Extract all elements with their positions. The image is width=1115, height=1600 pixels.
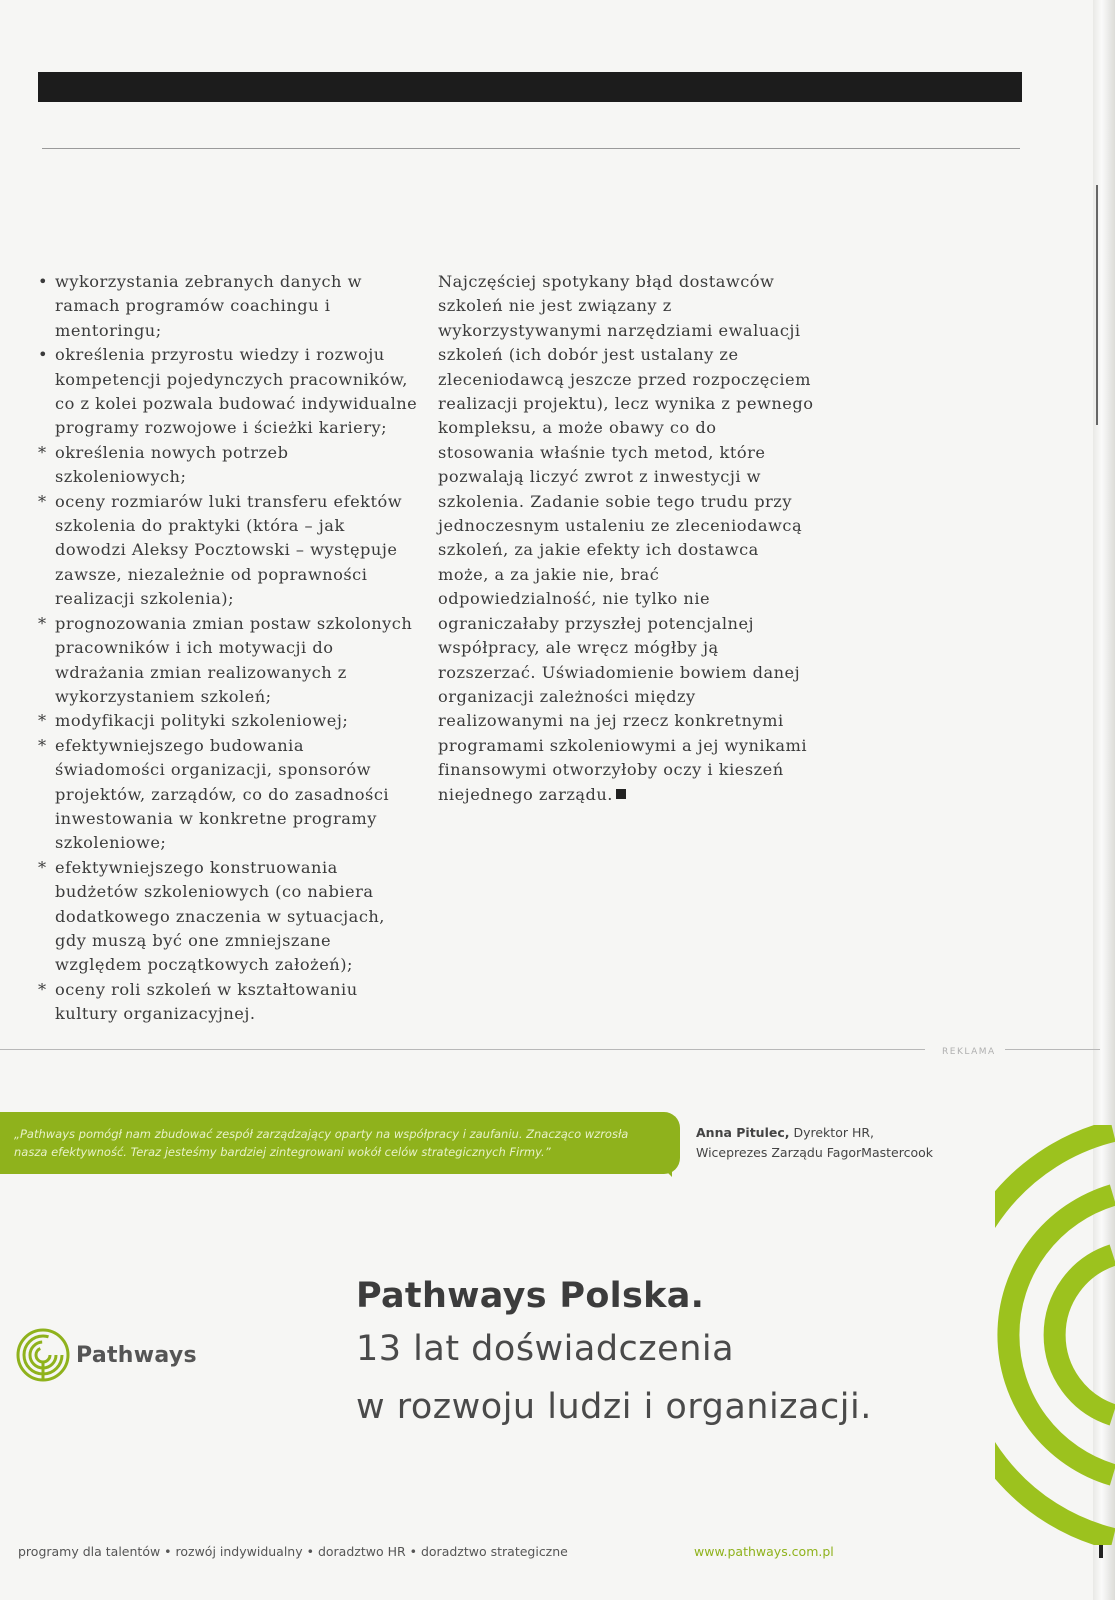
article-paragraph-text: Najczęściej spotykany błąd dostawców szkoleń nie jest związany z wykorzystywanymi narzędziami ewaluacji szkoleń (ich dobór jest ustalany ze zleceniodawcą jeszcze przed rozpoczęciem realizacji projektu), lecz wynika z pewnego kompleksu, a może obawy co do stosowania właśnie tych metod, które pozwalają liczyć zwrot z inwestycji w szkolenia. Zadanie sobie tego trudu przy jednoczesnym ustaleniu ze zleceniodawcą szkoleń, za jakie efekty ich dostawca może, a za jakie nie, brać odpowiedzialność, nie tylko nie ograniczałaby przyszłej potencjalnej współpracy, ale wręcz mógłby ją rozszerzać. Uświadomienie bowiem danej organizacji zależności między realizowanymi na jej rzecz konkretnymi programami szkoleniowymi a jej wynikami finansowymi otworzyłoby oczy i kieszeń niejednego zarządu. [438,272,814,804]
bullet-item [38,734,418,856]
bullet-item [38,612,418,710]
ad-website-link[interactable]: www.pathways.com.pl [694,1544,834,1559]
ad-headline [356,1272,872,1436]
quote-bubble-tail [660,1165,672,1177]
bullet-text: oceny roli szkoleń w kształtowaniu kultury organizacyjnej. [55,979,358,1024]
bullet-text: efektywniejszego budowania świadomości organizacji, sponsorów projektów, zarządów, co do zasadności inwestowania w konkretne programy szkoleniowe; [55,735,390,853]
bullet-marker: * [38,442,47,462]
bullet-list [38,270,418,1027]
bullet-marker: * [38,979,47,999]
bullet-marker: * [38,613,47,633]
bullet-item [38,343,418,441]
bullet-item [38,709,418,733]
testimonial-author [696,1123,933,1163]
bullet-item [38,441,418,490]
header-rule [42,148,1020,149]
bullet-marker: * [38,491,47,511]
ad-label: REKLAMA [942,1047,996,1057]
bullet-marker: * [38,857,47,877]
bullet-text: efektywniejszego konstruowania budżetów szkoleniowych (co nabiera dodatkowego znaczenia w sytuacjach, gdy muszą być one zmniejszane względem początkowych założeń); [55,857,385,975]
pathways-logo-text: Pathways [76,1342,197,1368]
pathways-logo-icon [16,1328,70,1382]
ad-headline-subline-1: 13 lat doświadczenia [356,1329,735,1369]
bullet-text: modyfikacji polityki szkoleniowej; [55,711,349,731]
bullet-marker: • [38,345,49,365]
article-paragraph [438,270,814,807]
article-left-column [38,270,418,1027]
bullet-item [38,978,418,1027]
header-bar [38,72,1022,102]
bullet-text: określenia nowych potrzeb szkoleniowych; [55,442,289,487]
bullet-item [38,270,418,343]
ad-services-line: programy dla talentów • rozwój indywidualny • doradztwo HR • doradztwo strategiczne [18,1544,568,1559]
bullet-item [38,490,418,612]
author-name: Anna Pitulec, [696,1125,790,1140]
ad-headline-title: Pathways Polska. [356,1276,705,1316]
bullet-text: oceny rozmiarów luki transferu efektów szkolenia do praktyki (która – jak dowodzi Aleksy Pocztowski – występuje zawsze, niezależnie od poprawności realizacji szkolenia); [55,491,403,609]
ad-separator-rule-right [1005,1049,1100,1050]
bullet-item [38,856,418,978]
end-of-article-mark [616,789,626,799]
author-role-2: Wiceprezes Zarządu FagorMastercook [696,1145,934,1160]
bullet-text: prognozowania zmian postaw szkolonych pracowników i ich motywacji do wdrażania zmian realizowanych z wykorzystaniem szkoleń; [55,613,413,706]
ad-separator-rule [0,1049,925,1050]
spine-line [1096,185,1098,425]
bullet-marker: * [38,711,47,731]
pathways-logo [16,1328,197,1382]
bullet-marker: * [38,735,47,755]
bullet-marker: • [38,272,49,291]
bullet-text: wykorzystania zebranych danych w ramach programów coachingu i mentoringu; [55,272,362,340]
article-right-column [438,270,814,807]
decorative-arcs [995,1125,1115,1545]
testimonial-quote-text: „Pathways pomógł nam zbudować zespół zarządzający oparty na współpracy i zaufaniu. Znacząco wzrosła nasza efektywność. Teraz jesteśmy bardziej zintegrowani wokół celów strategicznych Firmy.” [14,1127,629,1159]
author-role: Dyrektor HR, [793,1125,875,1140]
bullet-text: określenia przyrostu wiedzy i rozwoju kompetencji pojedynczych pracowników, co z kolei pozwala budować indywidualne programy rozwojowe i ścieżki kariery; [55,345,418,438]
ad-headline-subline-2: w rozwoju ludzi i organizacji. [356,1387,872,1427]
testimonial-quote [0,1112,680,1174]
